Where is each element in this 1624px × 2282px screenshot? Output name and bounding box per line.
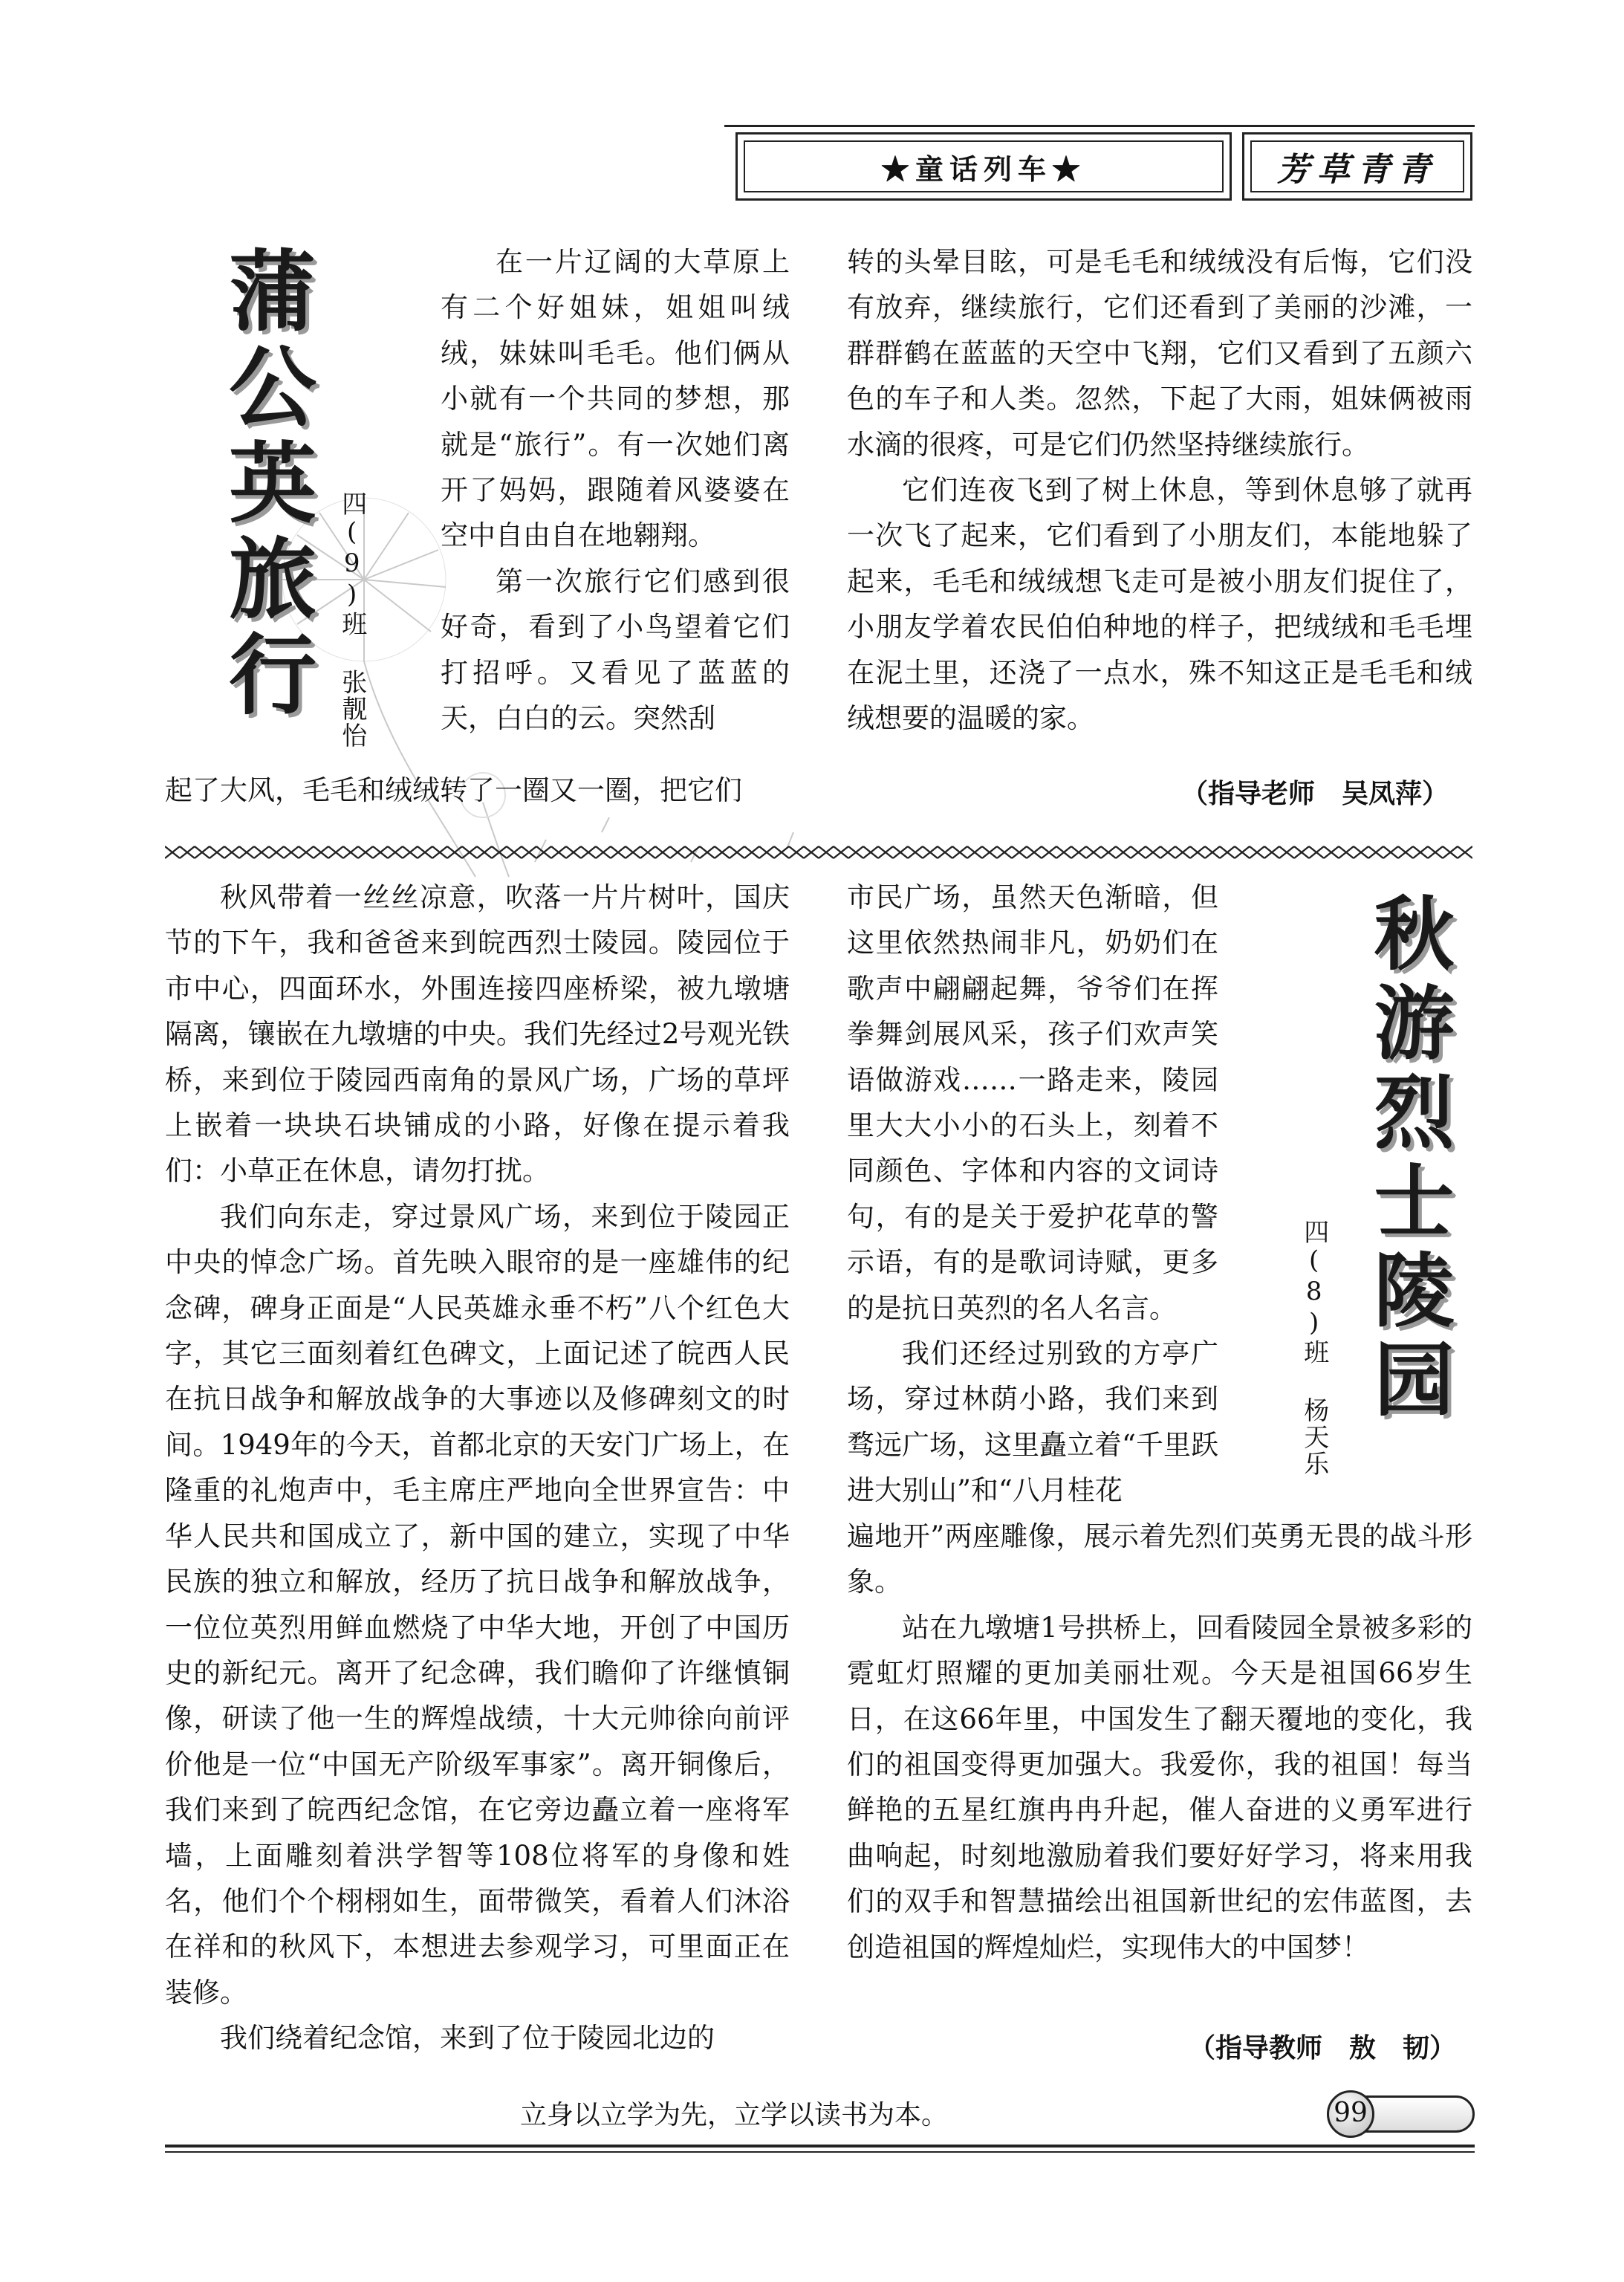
story2-right-narrow <box>847 875 1218 1514</box>
story2-paragraph: 我们还经过别致的方亭广场，穿过林荫小路，我们来到骛远广场，这里矗立着“千里跃进大别山”和“八月桂花 <box>847 1338 1218 1507</box>
story1-paragraph: 它们连夜飞到了树上休息，等到休息够了就再一次飞了起来，它们看到了小朋友们，本能地躲了起来，毛毛和绒绒想飞走可是被小朋友们捉住了，小朋友学着农民伯伯种地的样子，把绒绒和毛毛埋在泥土里，还浇了一点水，殊不知这正是毛毛和绒绒想要的温暖的家。 <box>847 474 1472 735</box>
story2-paragraph: 站在九墩塘1号拱桥上，回看陵园全景被多彩的霓虹灯照耀的更加美丽壮观。今天是祖国66岁生日，在这66年里，中国发生了翻天覆地的变化，我们的祖国变得更加强大。我爱你，我的祖国！每当鲜艳的五星红旗冉冉升起，催人奋进的义勇军进行曲响起，时刻地激励着我们要好好学习，将来用我们的双手和智慧描绘出祖国新世纪的宏伟蓝图，去创造祖国的辉煌灿烂，实现伟大的中国梦！ <box>847 1611 1472 1963</box>
story2-paragraph: 我们绕着纪念馆，来到了位于陵园北边的 <box>220 2022 715 2055</box>
footer-rule-top <box>165 2145 1475 2148</box>
column-banner <box>735 132 1232 201</box>
story2-author: 四(8)班 杨天乐 <box>1299 1219 1329 1477</box>
section-banner <box>1242 132 1472 201</box>
story1-paragraph: 在一片辽阔的大草原上有二个好姐妹，姐姐叫绒绒，妹妹叫毛毛。他们俩从小就有一个共同的梦想，那就是“旅行”。有一次她们离开了妈妈，跟随着风婆婆在空中自由自在地翱翔。 <box>441 246 790 552</box>
footer-rule-bottom <box>165 2151 1475 2153</box>
story2-paragraph: 市民广场，虽然天色渐暗，但这里依然热闹非凡，奶奶们在歌声中翩翩起舞，爷爷们在挥拳舞剑展风采，孩子们欢声笑语做游戏……一路走来，陵园里大大小小的石头上，刻着不同颜色、字体和内容的文词诗句，有的是关于爱护花草的警示语，有的是歌词诗赋，更多的是抗日英烈的名人名言。 <box>847 881 1218 1324</box>
story2-teacher: （指导教师 敖 韧） <box>1189 2033 1457 2064</box>
story1-author: 四(9)班 张靓怡 <box>337 490 367 749</box>
story1-title: 蒲公英旅行 <box>214 245 317 725</box>
story2-left-column <box>165 875 790 2061</box>
footer-motto: 立身以立学为先，立学以读书为本。 <box>520 2100 949 2130</box>
page-number: 99 <box>1327 2090 1374 2138</box>
story1-paragraph: 第一次旅行它们感到很好奇，看到了小鸟望着它们打招呼。又看见了蓝蓝的天，白白的云。突然刮 <box>441 565 790 735</box>
section-title: 芳草青青 <box>1277 151 1438 189</box>
story1-teacher: （指导老师 吴凤萍） <box>1181 779 1449 809</box>
story2-paragraph: 遍地开”两座雕像，展示着先烈们英勇无畏的战斗形象。 <box>847 1520 1472 1598</box>
story1-paragraph: 转的头晕目眩，可是毛毛和绒绒没有后悔，它们没有放弃，继续旅行，它们还看到了美丽的沙滩，一群群鹤在蓝蓝的天空中飞翔，它们又看到了五颜六色的车子和人类。忽然，下起了大雨，姐妹俩被雨水滴的很疼，可是它们仍然坚持继续旅行。 <box>847 246 1472 461</box>
column-title: ★童话列车★ <box>880 152 1086 186</box>
story2-right-wide <box>847 1514 1472 1970</box>
story1-intro <box>441 239 790 741</box>
story2-paragraph: 秋风带着一丝丝凉意，吹落一片片树叶，国庆节的下午，我和爸爸来到皖西烈士陵园。陵园位于市中心，四面环水，外围连接四座桥梁，被九墩塘隔离，镶嵌在九墩塘的中央。我们先经过2号观光铁桥，来到位于陵园西南角的景风广场，广场的草坪上嵌着一块块石块铺成的小路，好像在提示着我们：小草正在休息，请勿打扰。 <box>165 881 790 1187</box>
story2-title: 秋游烈士陵园 <box>1360 892 1454 1427</box>
story2-paragraph: 我们向东走，穿过景风广场，来到位于陵园正中央的悼念广场。首先映入眼帘的是一座雄伟的纪念碑，碑身正面是“人民英雄永垂不朽”八个红色大字，其它三面刻着红色碑文，上面记述了皖西人民在抗日战争和解放战争的大事迹以及修碑刻文的时间。1949年的今天，首都北京的天安门广场上，在隆重的礼炮声中，毛主席庄严地向全世界宣告：中华人民共和国成立了，新中国的建立，实现了中华民族的独立和解放，经历了抗日战争和解放战争，一位位英烈用鲜血燃烧了中华大地，开创了中国历史的新纪元。离开了纪念碑，我们瞻仰了许继慎铜像，研读了他一生的辉煌战绩，十大元帅徐向前评价他是一位“中国无产阶级军事家”。离开铜像后，我们来到了皖西纪念馆，在它旁边矗立着一座将军墙，上面雕刻着洪学智等108位将军的身像和姓名，他们个个栩栩如生，面带微笑，看着人们沐浴在祥和的秋风下，本想进去参观学习，可里面正在装修。 <box>165 1200 790 2009</box>
story1-right-column <box>847 239 1472 741</box>
story-divider <box>165 843 1472 861</box>
header-rule <box>724 125 1475 127</box>
story1-paragraph: 起了大风，毛毛和绒绒转了一圈又一圈，把它们 <box>165 774 742 806</box>
story1-continuation <box>165 768 790 813</box>
